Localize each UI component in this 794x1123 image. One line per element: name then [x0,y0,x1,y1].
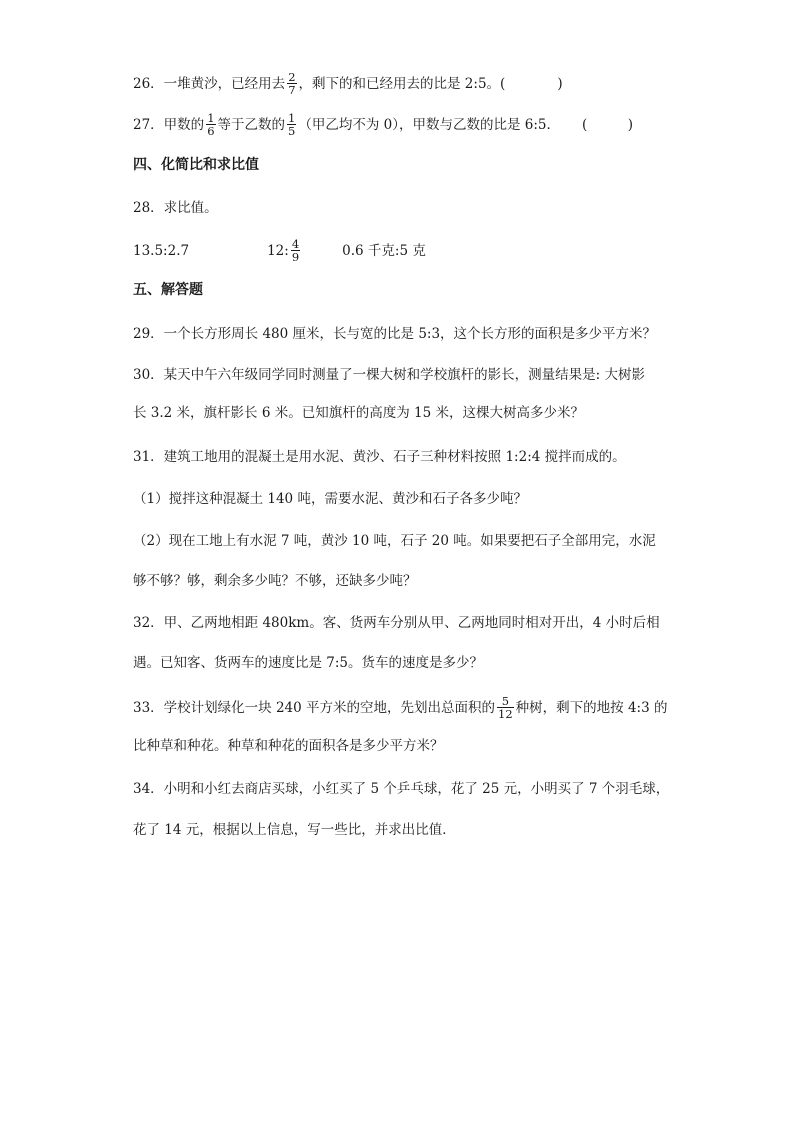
question-33-line1: 33．学校计划绿化一块 240 平方米的空地，先划出总面积的 $\frac{5}{12}$ 种树，剩下的地按 4:3 的 [133,694,668,721]
question-26: 26．一堆黄沙，已经用去 $\frac{2}{7}$ ，剩下的和已经用去的比是 2:5。( ) [133,70,563,97]
question-32-line2: 遇。已知客、货两车的速度比是 7:5。货车的速度是多少？ [133,655,484,671]
section-heading: 五、解答题 [133,282,203,298]
question-30-line2: 长 3.2 米，旗杆影长 6 米。已知旗杆的高度为 15 米，这棵大树高多少米？ [133,405,584,421]
question-31-sub1: （1）搅拌这种混凝土 140 吨，需要水泥、黄沙和石子各多少吨？ [133,491,527,507]
question-30-line1: 30．某天中午六年级同学同时测量了一棵大树和学校旗杆的影长，测量结果是: 大树影 [133,367,646,383]
question-34-line1: 34．小明和小红去商店买球，小红买了 5 个乒乓球，花了 25 元，小明买了 7 个羽毛球， [133,781,670,797]
ratio-item: 0.6 千克:5 克 [342,243,426,259]
fraction: $\frac{1}{6}$ [207,111,215,138]
question-32-line1: 32．甲、乙两地相距 480km。客、货两车分别从甲、乙两地同时相对开出，4 小时后相 [133,615,660,631]
fraction: $\frac{2}{7}$ [288,70,296,97]
question-31-sub2-line2: 够不够？够，剩余多少吨？不够，还缺多少吨？ [133,573,417,589]
answer-paren-close: ) [557,76,563,92]
fraction: $\frac{5}{12}$ [498,694,513,721]
fraction: $\frac{1}{5}$ [288,111,296,138]
question-29: 29．一个长方形周长 480 厘米，长与宽的比是 5:3，这个长方形的面积是多少平方米？ [133,326,657,342]
question-27: 27．甲数的 $\frac{1}{6}$ 等于乙数的 $\frac{1}{5}$ （甲乙均不为 0），甲数与乙数的比是 6:5． ( ) [133,111,634,138]
ratio-item: 13.5:2.7 [133,243,190,259]
question-28: 28．求比值。 [133,200,218,216]
question-33-line2: 比种草和种花。种草和种花的面积各是多少平方米？ [133,738,444,754]
question-28-items [133,239,426,264]
question-31-sub2-line1: （2）现在工地上有水泥 7 吨，黄沙 10 吨，石子 20 吨。如果要把石子全部用完，水泥 [133,533,656,549]
answer-paren: ( ) [582,117,634,133]
section-heading: 四、化简比和求比值 [133,157,259,173]
question-34-line2: 花了 14 元，根据以上信息，写一些比，并求出比值． [133,822,456,838]
ratio-item: 12: $\frac{4}{9}$ [267,237,300,264]
question-31-line1: 31．建筑工地用的混凝土是用水泥、黄沙、石子三种材料按照 1:2:4 搅拌而成的。 [133,449,626,465]
